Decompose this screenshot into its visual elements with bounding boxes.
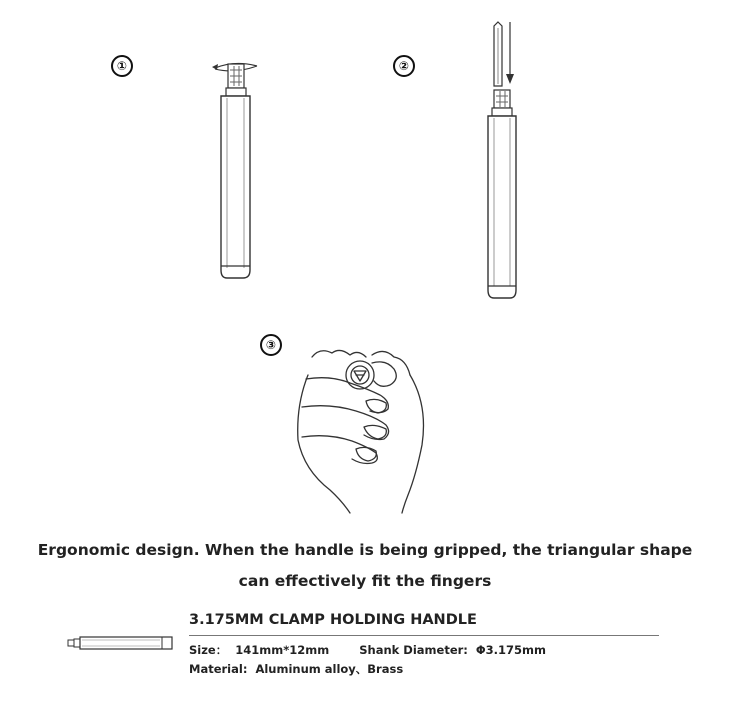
caption-line-1: Ergonomic design. When the handle is being gripped, the triangular shape [37,541,693,559]
step-3-badge: ③ [260,334,282,356]
handle-side-view [66,634,178,652]
material-value: Aluminum alloy、Brass [255,662,404,676]
caption-line-2: can effectively fit the fingers [238,572,492,590]
insert-arrow-icon [506,22,514,84]
spec-material-row [189,661,403,677]
material-label: Material: [189,662,248,676]
spec-size-row [189,642,546,658]
hand-grip-illustration [290,345,435,515]
spec-title: 3.175MM CLAMP HOLDING HANDLE [189,612,477,628]
handle-illustration-step-1 [205,50,265,285]
step-1-badge: ① [111,55,133,77]
step-2-badge: ② [393,55,415,77]
handle-illustration-step-2 [482,18,532,303]
size-value: 141mm*12mm [235,643,330,657]
shank-value: Φ3.175mm [475,643,547,657]
size-label: Size： [189,643,228,657]
shank-label: Shank Diameter: [359,643,468,657]
spec-divider [189,635,659,636]
